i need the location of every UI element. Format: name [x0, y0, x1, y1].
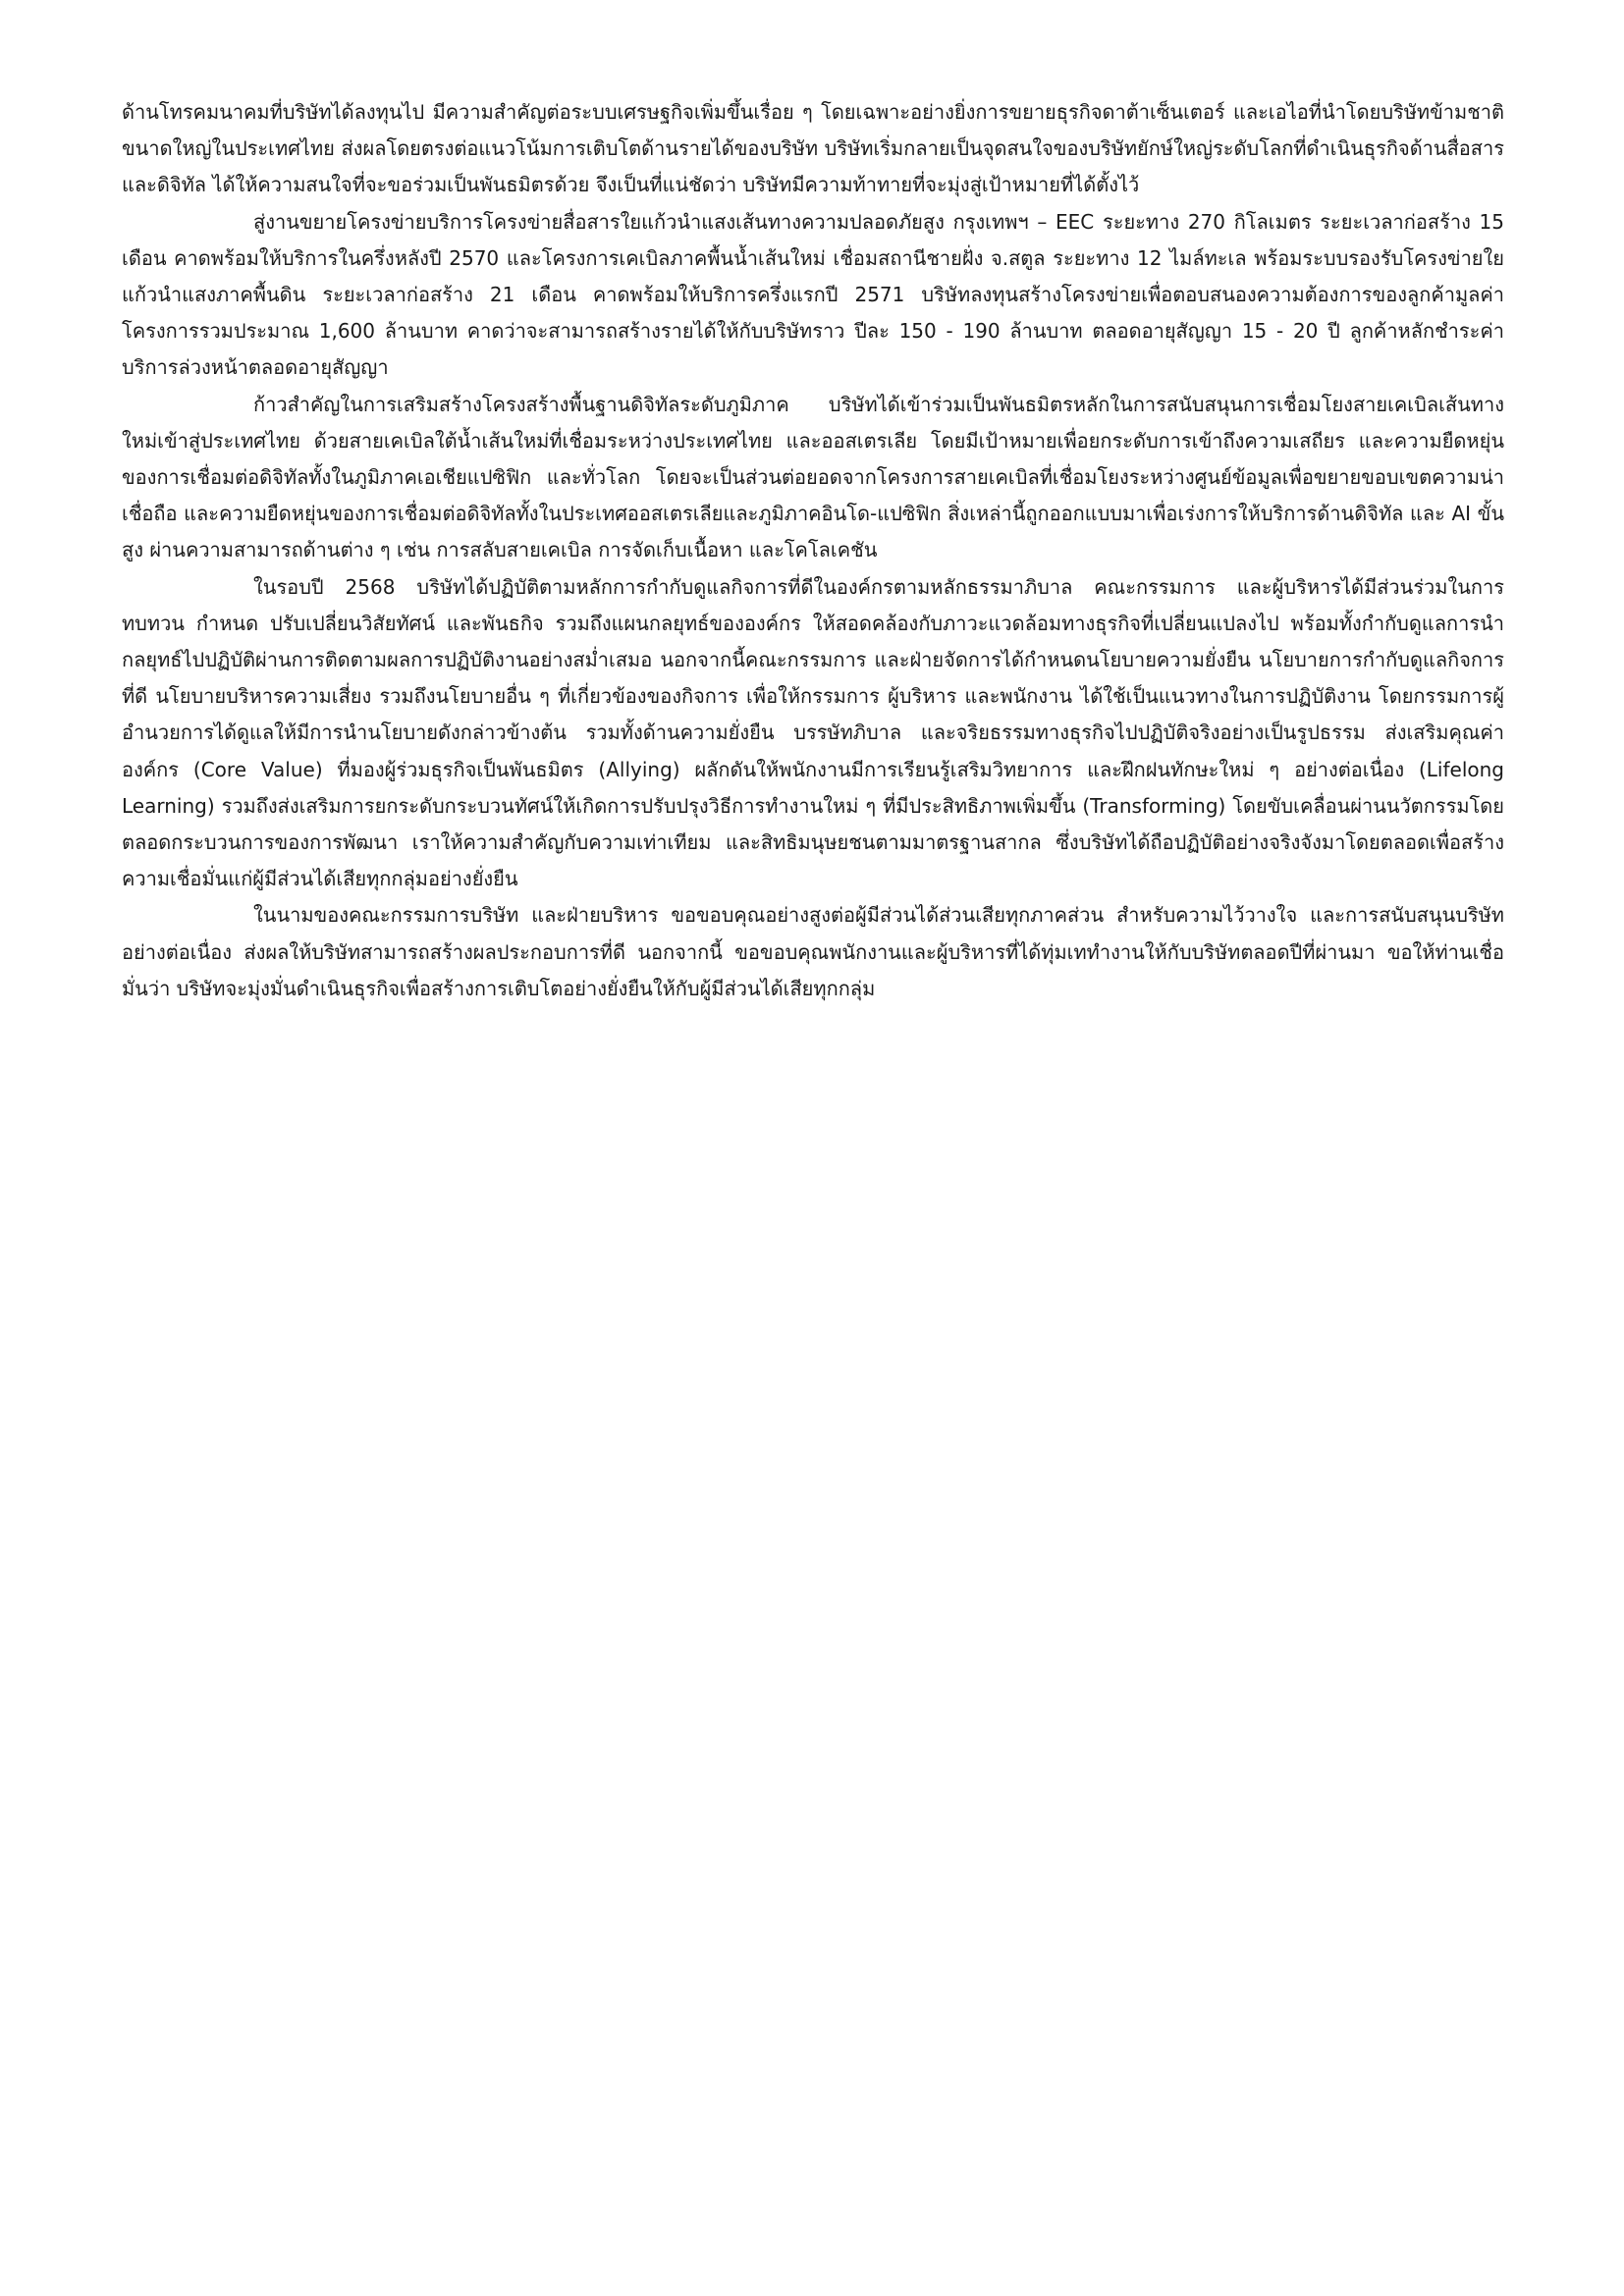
paragraph-governance: ในรอบปี 2568 บริษัทได้ปฏิบัติตามหลักการกำกับดูแลกิจการที่ดีในองค์กรตามหลักธรรมาภิบาล คณะกรรมการ และผู้บริหารได้มีส่วนร่วมในการทบทวน กำหนด ปรับเปลี่ยนวิสัยทัศน์ และพันธกิจ รวมถึงแผนกลยุทธ์ขององค์กร ให้สอดคล้องกับภาวะแวดล้อมทางธุรกิจที่เปลี่ยนแปลงไป พร้อมทั้งกำกับดูแลการนำกลยุทธ์ไปปฏิบัติผ่านการติดตามผลการปฏิบัติงานอย่างสม่ำเสมอ นอกจากนี้คณะกรรมการ และฝ่ายจัดการได้กำหนดนโยบายความยั่งยืน นโยบายการกำกับดูแลกิจการที่ดี นโยบายบริหารความเสี่ยง รวมถึงนโยบายอื่น ๆ ที่เกี่ยวข้องของกิจการ เพื่อให้กรรมการ ผู้บริหาร และพนักงาน ได้ใช้เป็นแนวทางในการปฏิบัติงาน โดยกรรมการผู้อำนวยการได้ดูแลให้มีการนำนโยบายดังกล่าวข้างต้น รวมทั้งด้านความยั่งยืน บรรษัทภิบาล และจริยธรรมทางธุรกิจไปปฏิบัติจริงอย่างเป็นรูปธรรม ส่งเสริมคุณค่าองค์กร (Core Value) ที่มองผู้ร่วมธุรกิจเป็นพันธมิตร (Allying) ผลักดันให้พนักงานมีการเรียนรู้เสริมวิทยาการ และฝึกฝนทักษะใหม่ ๆ อย่างต่อเนื่อง (Lifelong Learning) รวมถึงส่งเสริมการยกระดับกระบวนทัศน์ให้เกิดการปรับปรุงวิธีการทำงานใหม่ ๆ ที่มีประสิทธิภาพเพิ่มขึ้น (Transforming) โดยขับเคลื่อนผ่านนวัตกรรมโดยตลอดกระบวนการของการพัฒนา เราให้ความสำคัญกับความเท่าเทียม และสิทธิมนุษยชนตามมาตรฐานสากล ซึ่งบริษัทได้ถือปฏิบัติอย่างจริงจังมาโดยตลอดเพื่อสร้างความเชื่อมั่นแก่ผู้มีส่วนได้เสียทุกกลุ่มอย่างยั่งยืน — [122, 574, 1504, 891]
paragraph-network-expansion: สู่งานขยายโครงข่ายบริการโครงข่ายสื่อสารใยแก้วนำแสงเส้นทางความปลอดภัยสูง กรุงเทพฯ – EEC ระยะทาง 270 กิโลเมตร ระยะเวลาก่อสร้าง 15 เดือน คาดพร้อมให้บริการในครึ่งหลังปี 2570 และโครงการเคเบิลภาคพื้นน้ำเส้นใหม่ เชื่อมสถานีชายฝั่ง จ.สตูล ระยะทาง 12 ไมล์ทะเล พร้อมระบบรองรับโครงข่ายใยแก้วนำแสงภาคพื้นดิน ระยะเวลาก่อสร้าง 21 เดือน คาดพร้อมให้บริการครึ่งแรกปี 2571 บริษัทลงทุนสร้างโครงข่ายเพื่อตอบสนองความต้องการของลูกค้ามูลค่าโครงการรวมประมาณ 1,600 ล้านบาท คาดว่าจะสามารถสร้างรายได้ให้กับบริษัทราว ปีละ 150 - 190 ล้านบาท ตลอดอายุสัญญา 15 - 20 ปี ลูกค้าหลักชำระค่าบริการล่วงหน้าตลอดอายุสัญญา — [122, 209, 1504, 380]
paragraph-submarine-cable: ก้าวสำคัญในการเสริมสร้างโครงสร้างพื้นฐานดิจิทัลระดับภูมิภาค บริษัทได้เข้าร่วมเป็นพันธมิตรหลักในการสนับสนุนการเชื่อมโยงสายเคเบิลเส้นทางใหม่เข้าสู่ประเทศไทย ด้วยสายเคเบิลใต้น้ำเส้นใหม่ที่เชื่อมระหว่างประเทศไทย และออสเตรเลีย โดยมีเป้าหมายเพื่อยกระดับการเข้าถึงความเสถียร และความยืดหยุ่นของการเชื่อมต่อดิจิทัลทั้งในภูมิภาคเอเชียแปซิฟิก และทั่วโลก โดยจะเป็นส่วนต่อยอดจากโครงการสายเคเบิลที่เชื่อมโยงระหว่างศูนย์ข้อมูลเพื่อขยายขอบเขตความน่าเชื่อถือ และความยืดหยุ่นของการเชื่อมต่อดิจิทัลทั้งในประเทศออสเตรเลียและภูมิภาคอินโด-แปซิฟิก สิ่งเหล่านี้ถูกออกแบบมาเพื่อเร่งการให้บริการด้านดิจิทัล และ AI ขั้นสูง ผ่านความสามารถด้านต่าง ๆ เช่น การสลับสายเคเบิล การจัดเก็บเนื้อหา และโคโลเคชัน — [122, 392, 1504, 562]
paragraph-acknowledgement: ในนามของคณะกรรมการบริษัท และฝ่ายบริหาร ขอขอบคุณอย่างสูงต่อผู้มีส่วนได้ส่วนเสียทุกภาคส่วน สำหรับความไว้วางใจ และการสนับสนุนบริษัทอย่างต่อเนื่อง ส่งผลให้บริษัทสามารถสร้างผลประกอบการที่ดี นอกจากนี้ ขอขอบคุณพนักงานและผู้บริหารที่ได้ทุ่มเททำงานให้กับบริษัทตลอดปีที่ผ่านมา ขอให้ท่านเชื่อมั่นว่า บริษัทจะมุ่งมั่นดำเนินธุรกิจเพื่อสร้างการเติบโตอย่างยั่งยืนให้กับผู้มีส่วนได้เสียทุกกลุ่ม — [122, 903, 1504, 1000]
document-page — [122, 94, 1504, 1007]
paragraph-telecom-growth: ด้านโทรคมนาคมที่บริษัทได้ลงทุนไป มีความสำคัญต่อระบบเศรษฐกิจเพิ่มขึ้นเรื่อย ๆ โดยเฉพาะอย่างยิ่งการขยายธุรกิจดาต้าเซ็นเตอร์ และเอไอที่นำโดยบริษัทข้ามชาติขนาดใหญ่ในประเทศไทย ส่งผลโดยตรงต่อแนวโน้มการเติบโตด้านรายได้ของบริษัท บริษัทเริ่มกลายเป็นจุดสนใจของบริษัทยักษ์ใหญ่ระดับโลกที่ดำเนินธุรกิจด้านสื่อสาร และดิจิทัล ได้ให้ความสนใจที่จะขอร่วมเป็นพันธมิตรด้วย จึงเป็นที่แน่ชัดว่า บริษัทมีความท้าทายที่จะมุ่งสู่เป้าหมายที่ได้ตั้งไว้ — [122, 100, 1504, 197]
